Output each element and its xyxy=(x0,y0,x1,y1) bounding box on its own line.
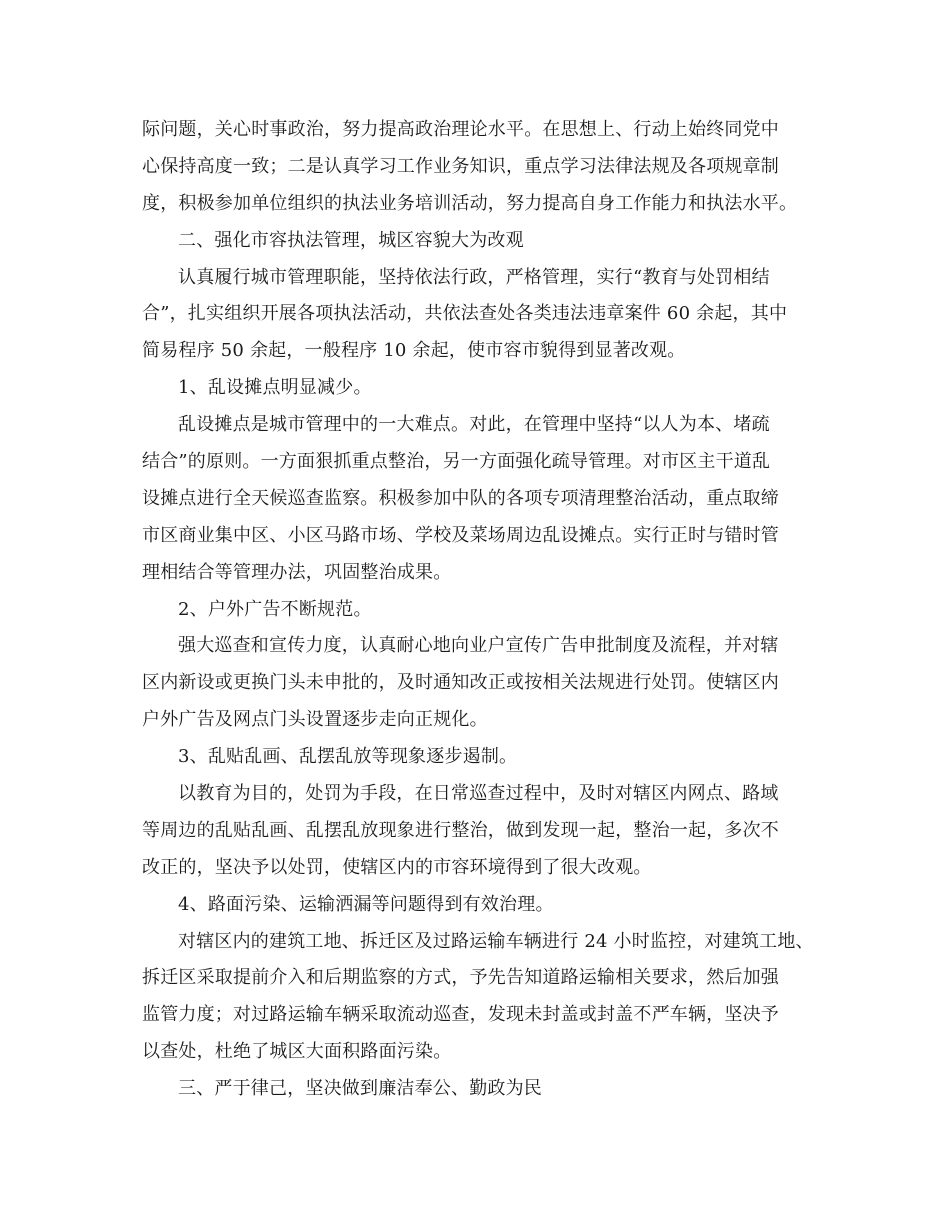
paragraph-line: 区内新设或更换门头未申批的，及时通知改正或按相关法规进行处罚。使辖区内 xyxy=(142,672,779,694)
paragraph-line: 以查处，杜绝了城区大面积路面污染。 xyxy=(142,1041,452,1063)
paragraph-first-line: 以教育为目的，处罚为手段，在日常巡查过程中，及时对辖区内网点、路域 xyxy=(178,783,779,805)
paragraph-first-line: 三、严于律己，坚决做到廉洁奉公、勤政为民 xyxy=(178,1078,542,1100)
paragraph-first-line: 对辖区内的建筑工地、拆迁区及过路运输车辆进行 24 小时监控，对建筑工地、 xyxy=(178,930,814,952)
paragraph-first-line: 强大巡查和宣传力度，认真耐心地向业户宣传广告申批制度及流程，并对辖 xyxy=(178,635,779,657)
paragraph-line: 简易程序 50 余起，一般程序 10 余起，使市容市貌得到显著改观。 xyxy=(142,340,686,362)
paragraph-line: 等周边的乱贴乱画、乱摆乱放现象进行整治，做到发现一起，整治一起，多次不 xyxy=(142,819,779,841)
paragraph-line: 心保持高度一致；二是认真学习工作业务知识，重点学习法律法规及各项规章制 xyxy=(142,155,779,177)
paragraph-line: 度，积极参加单位组织的执法业务培训活动，努力提高自身工作能力和执法水平。 xyxy=(142,192,798,214)
paragraph-line: 理相结合等管理办法，巩固整治成果。 xyxy=(142,561,452,583)
paragraph-line: 合”，扎实组织开展各项执法活动，共依法查处各类违法违章案件 60 余起，其中 xyxy=(142,303,788,325)
paragraph-first-line: 3、乱贴乱画、乱摆乱放等现象逐步遏制。 xyxy=(178,746,518,768)
paragraph-first-line: 1、乱设摊点明显减少。 xyxy=(178,377,372,399)
paragraph-line: 际问题，关心时事政治，努力提高政治理论水平。在思想上、行动上始终同党中 xyxy=(142,119,779,140)
paragraph-line: 监管力度；对过路运输车辆采取流动巡查，发现未封盖或封盖不严车辆，坚决予 xyxy=(142,1004,779,1026)
paragraph-first-line: 4、路面污染、运输洒漏等问题得到有效治理。 xyxy=(178,893,554,915)
paragraph-first-line: 二、强化市容执法管理，城区容貌大为改观 xyxy=(178,229,524,251)
paragraph-line: 户外广告及网点门头设置逐步走向正规化。 xyxy=(142,709,488,731)
paragraph-line: 市区商业集中区、小区马路市场、学校及菜场周边乱设摊点。实行正时与错时管 xyxy=(142,524,779,546)
document-body xyxy=(142,112,832,1108)
paragraph-line: 改正的，坚决予以处罚，使辖区内的市容环境得到了很大改观。 xyxy=(142,856,652,878)
paragraph-line: 结合”的原则。一方面狠抓重点整治，另一方面强化疏导管理。对市区主干道乱 xyxy=(142,451,771,473)
paragraph-line: 设摊点进行全天候巡查监察。积极参加中队的各项专项清理整治活动，重点取缔 xyxy=(142,487,779,509)
paragraph-first-line: 2、户外广告不断规范。 xyxy=(178,598,372,620)
paragraph-first-line: 乱设摊点是城市管理中的一大难点。对此，在管理中坚持“以人为本、堵疏 xyxy=(178,414,770,436)
paragraph-first-line: 认真履行城市管理职能，坚持依法行政，严格管理，实行“教育与处罚相结 xyxy=(178,266,770,288)
paragraph-line: 拆迁区采取提前介入和后期监察的方式，予先告知道路运输相关要求，然后加强 xyxy=(142,967,779,989)
